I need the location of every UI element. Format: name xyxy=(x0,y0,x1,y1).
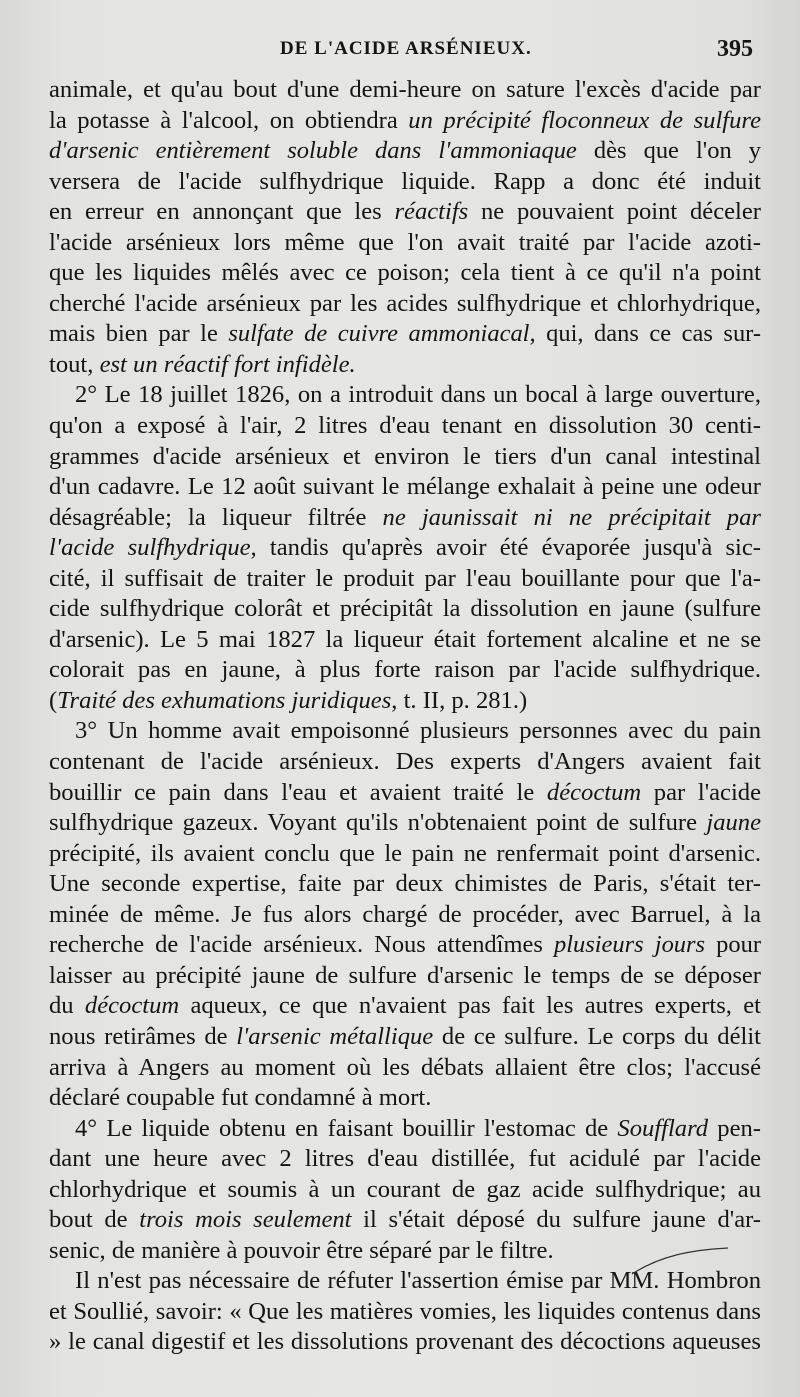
text-line xyxy=(49,1022,761,1053)
text-span: 3° Un homme avait empoisonné plusieurs personnes avec du pain xyxy=(75,717,761,745)
body-text xyxy=(49,75,761,1358)
text-span: 4° Le liquide obtenu en faisant bouillir l'estomac de xyxy=(75,1114,618,1142)
italic-text: réactifs xyxy=(394,198,469,226)
italic-text: décoctum xyxy=(84,992,180,1020)
text-span: 2° Le 18 juillet 1826, on a introduit dans un bocal à large ouverture, xyxy=(75,381,761,409)
text-span: » le canal digestif et les dissolutions provenant des décoctions aqueuses xyxy=(49,1328,761,1356)
page-header xyxy=(0,36,800,70)
text-span: il s'était déposé du sulfure jaune d'ar- xyxy=(351,1206,761,1234)
text-span: nous retirâmes de xyxy=(49,1022,237,1050)
text-span: mais bien par le xyxy=(49,320,229,348)
text-line xyxy=(49,839,761,870)
text-line xyxy=(49,75,761,106)
text-span: ( xyxy=(49,686,58,714)
running-head: DE L'ACIDE ARSÉNIEUX. xyxy=(280,38,532,59)
text-span: senic, de manière à pouvoir être séparé par le filtre. xyxy=(49,1236,554,1264)
text-line xyxy=(49,625,761,656)
text-line xyxy=(49,228,761,259)
text-span: bouillir ce pain dans l'eau et avaient traité le xyxy=(49,778,547,806)
text-span: arriva à Angers au moment où les débats allaient être clos; l'accusé xyxy=(49,1053,761,1081)
text-line xyxy=(49,961,761,992)
text-span: qu'on a exposé à l'air, 2 litres d'eau tenant en dissolution 30 centi- xyxy=(49,412,761,440)
text-span: et Soullié, savoir: « Que les matières vomies, les liquides contenus dans xyxy=(49,1297,761,1325)
text-line xyxy=(49,1297,761,1328)
italic-text: plusieurs jours xyxy=(553,931,706,959)
text-line xyxy=(49,594,761,625)
text-span: bout de xyxy=(49,1206,140,1234)
text-line xyxy=(49,411,761,442)
text-span: sulfhydrique gazeux. Voyant qu'ils n'obtenaient point de sulfure xyxy=(49,809,707,837)
text-span: grammes d'acide arsénieux et environ le tiers d'un canal intestinal xyxy=(49,442,761,470)
text-line xyxy=(49,900,761,931)
text-span: d'arsenic). Le 5 mai 1827 la liqueur était fortement alcaline et ne se xyxy=(49,625,761,653)
text-span: , t. II, p. 281.) xyxy=(391,686,528,714)
text-line xyxy=(49,1327,761,1358)
text-line xyxy=(49,1205,761,1236)
text-span: recherche de l'acide arsénieux. Nous attendîmes xyxy=(49,931,554,959)
text-line xyxy=(49,716,761,747)
text-span: précipité, ils avaient conclu que le pain ne renfermait point d'arsenic. xyxy=(49,839,761,867)
text-line xyxy=(49,1114,761,1145)
text-line xyxy=(49,808,761,839)
text-line xyxy=(49,747,761,778)
text-line xyxy=(49,442,761,473)
text-span: contenant de l'acide arsénieux. Des experts d'Angers avaient fait xyxy=(49,748,761,776)
text-span: d'un cadavre. Le 12 août suivant le mélange exhalait à peine une odeur xyxy=(49,473,761,501)
text-span: par l'acide xyxy=(641,778,761,806)
text-span: pour xyxy=(705,931,762,959)
text-span: dant une heure avec 2 litres d'eau distillée, fut acidulé par l'acide xyxy=(49,1145,761,1173)
text-span: l'acide arsénieux lors même que l'on avait traité par l'acide azoti- xyxy=(49,228,761,256)
text-span: cide sulfhydrique colorât et précipitât la dissolution en jaune (sulfure xyxy=(49,595,761,623)
text-line xyxy=(49,564,761,595)
text-span: de ce sulfure. Le corps du délit xyxy=(433,1022,761,1050)
text-line xyxy=(49,503,761,534)
text-span: la potasse à l'alcool, on obtiendra xyxy=(49,106,409,134)
text-line xyxy=(49,533,761,564)
text-line xyxy=(49,991,761,1022)
text-line xyxy=(49,1083,761,1114)
text-line xyxy=(49,136,761,167)
text-line xyxy=(49,289,761,320)
text-line xyxy=(49,1175,761,1206)
text-line xyxy=(49,106,761,137)
text-line xyxy=(49,258,761,289)
text-span: en erreur en annonçant que les xyxy=(49,198,395,226)
italic-text: l'acide sulfhydrique, xyxy=(49,534,257,562)
text-line xyxy=(49,1053,761,1084)
italic-text: est un réactif fort infidèle. xyxy=(99,350,356,378)
italic-text: Traité des exhumations juridiques xyxy=(57,686,392,714)
text-span: Une seconde expertise, faite par deux chimistes de Paris, s'était ter- xyxy=(49,870,761,898)
text-span: Il n'est pas nécessaire de réfuter l'assertion émise par MM. Hombron xyxy=(75,1267,761,1295)
text-span: animale, et qu'au bout d'une demi-heure on sature l'excès d'acide par xyxy=(49,76,761,103)
text-span: pen- xyxy=(708,1114,761,1142)
italic-text: jaune xyxy=(706,809,761,837)
text-span: colorait pas en jaune, à plus forte raison par l'acide sulfhydrique. xyxy=(49,656,761,684)
text-span: cherché l'acide arsénieux par les acides sulfhydrique et chlorhydrique, xyxy=(49,289,761,317)
text-line xyxy=(49,778,761,809)
text-span: versera de l'acide sulfhydrique liquide. Rapp a donc été induit xyxy=(49,167,761,195)
text-span: laisser au précipité jaune de sulfure d'arsenic le temps de se déposer xyxy=(49,961,761,989)
text-span: déclaré coupable fut condamné à mort. xyxy=(49,1084,432,1112)
text-line xyxy=(49,686,761,717)
page-number: 395 xyxy=(717,36,753,62)
text-span: dès que l'on y xyxy=(576,137,762,165)
italic-text: décoctum xyxy=(546,778,642,806)
italic-text: d'arsenic entièrement soluble dans l'ammoniaque xyxy=(49,137,577,165)
text-line xyxy=(49,319,761,350)
italic-text: un précipité floconneux de sulfure xyxy=(408,106,761,134)
italic-text: l'arsenic métallique xyxy=(236,1022,434,1050)
text-span: minée de même. Je fus alors chargé de procéder, avec Barruel, à la xyxy=(49,900,761,928)
italic-text: ne jaunissait ni ne précipitait par xyxy=(382,503,761,531)
text-line xyxy=(49,167,761,198)
text-span: désagréable; la liqueur filtrée xyxy=(49,503,383,531)
text-span: ne pouvaient point déceler xyxy=(468,198,761,226)
text-span: du xyxy=(49,992,85,1020)
italic-text: Soufflard xyxy=(617,1114,709,1142)
text-span: cité, il suffisait de traiter le produit par l'eau bouillante pour que l'a- xyxy=(49,564,761,592)
italic-text: trois mois seulement xyxy=(139,1206,352,1234)
text-span: tandis qu'après avoir été évaporée jusqu'à sic- xyxy=(256,534,761,562)
text-line xyxy=(49,930,761,961)
italic-text: sulfate de cuivre ammoniacal, xyxy=(228,320,536,348)
pen-scratch-mark xyxy=(630,1246,730,1276)
text-span: chlorhydrique et soumis à un courant de gaz acide sulfhydrique; au xyxy=(49,1175,761,1203)
text-span: qui, dans ce cas sur- xyxy=(535,320,761,348)
text-line xyxy=(49,472,761,503)
text-span: tout, xyxy=(49,350,100,378)
text-span: que les liquides mêlés avec ce poison; cela tient à ce qu'il n'a point xyxy=(49,259,761,287)
text-line xyxy=(49,1144,761,1175)
text-line xyxy=(49,655,761,686)
text-line xyxy=(49,197,761,228)
text-line xyxy=(49,380,761,411)
text-line xyxy=(49,869,761,900)
text-span: aqueux, ce que n'avaient pas fait les autres experts, et xyxy=(179,992,761,1020)
text-line xyxy=(49,350,761,381)
